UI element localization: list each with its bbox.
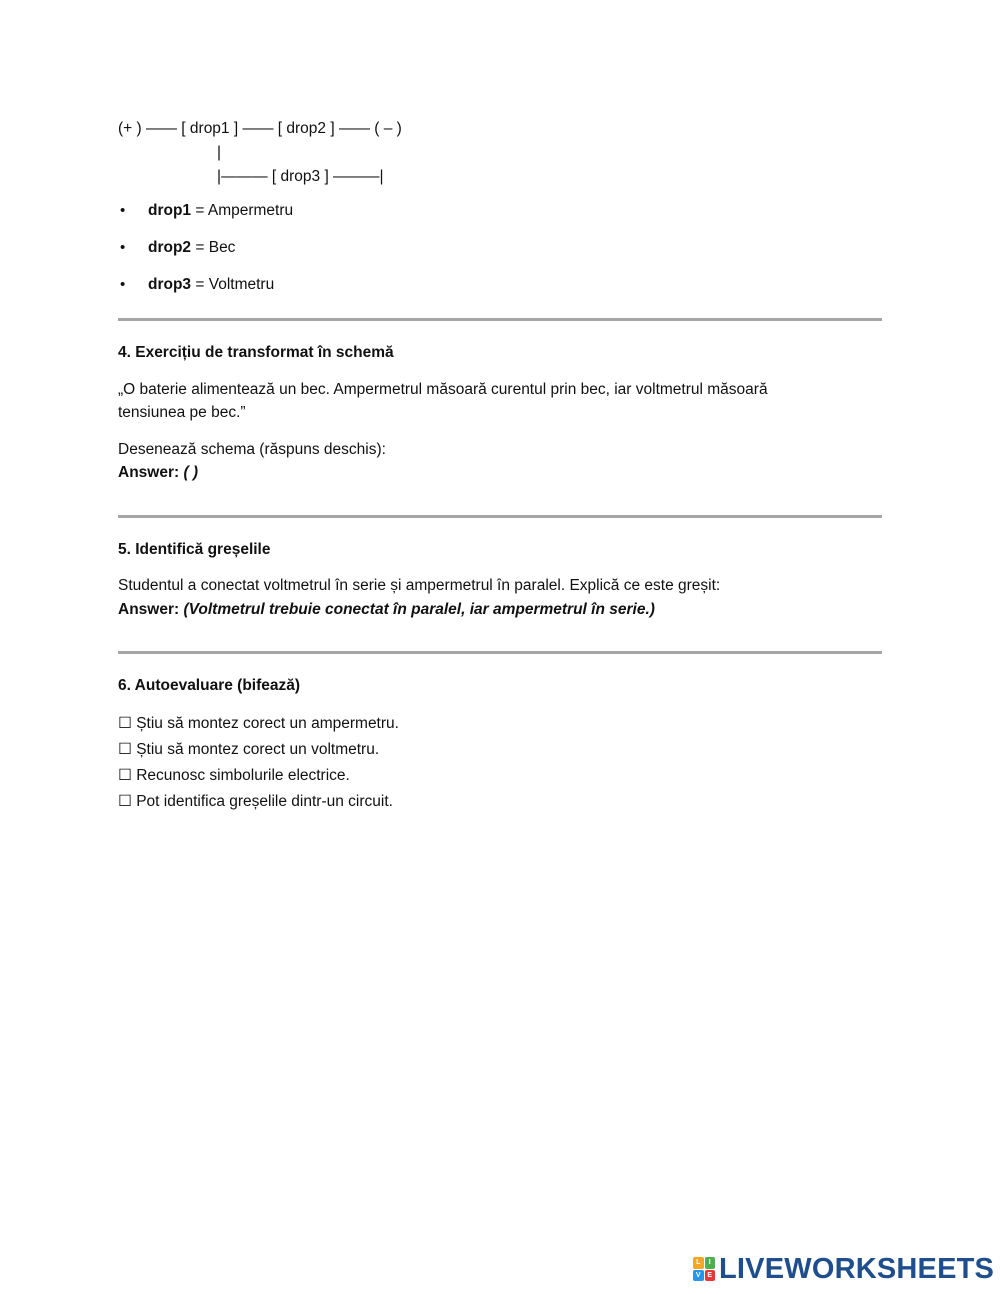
section-4-title: 4. Exercițiu de transformat în schemă	[118, 344, 394, 361]
divider	[118, 515, 882, 518]
circuit-line-3: |——— [ drop3 ] ———|	[118, 168, 384, 185]
section-5-answer	[118, 598, 882, 622]
checklist-item[interactable]: ☐ Știu să montez corect un voltmetru.	[118, 740, 380, 758]
checklist-item[interactable]: ☐ Pot identifica greșelile dintr-un circuit.	[118, 792, 393, 810]
checklist-item[interactable]: ☐ Recunosc simbolurile electrice.	[118, 766, 350, 784]
section-5-prompt: Studentul a conectat voltmetrul în serie și ampermetrul în paralel. Explică ce este greșit:	[118, 577, 721, 594]
list-item	[148, 199, 882, 236]
worksheet-page	[118, 117, 882, 816]
legend-list	[118, 199, 882, 310]
section-4-quote: „O baterie alimentează un bec. Ampermetrul măsoară curentul prin bec, iar voltmetrul măsoară tensiunea pe bec.”	[118, 380, 768, 421]
logo-mark-tile: E	[705, 1270, 716, 1282]
answer-field[interactable]: ( )	[183, 464, 199, 481]
list-item	[148, 236, 882, 273]
legend-value: = Bec	[191, 239, 236, 256]
logo-mark-tile: I	[705, 1257, 716, 1269]
section-6-title: 6. Autoevaluare (bifează)	[118, 677, 301, 694]
divider	[118, 651, 882, 654]
circuit-line-2: |	[118, 144, 222, 161]
logo-mark-tile: V	[693, 1270, 704, 1282]
logo-text: LIVEWORKSHEETS	[719, 1252, 995, 1285]
liveworksheets-logo	[693, 1253, 994, 1285]
circuit-diagram	[118, 117, 882, 189]
section-4-prompt: Desenează schema (răspuns deschis):	[118, 440, 386, 458]
legend-value: = Voltmetru	[191, 276, 275, 293]
logo-mark-tile: L	[693, 1257, 704, 1269]
answer-field[interactable]: (Voltmetrul trebuie conectat în paralel, iar ampermetrul în serie.)	[183, 600, 655, 618]
self-evaluation-checklist	[118, 712, 882, 816]
legend-term: drop1	[148, 202, 192, 219]
logo-mark-icon	[693, 1257, 715, 1281]
legend-term: drop3	[148, 276, 192, 293]
list-item	[148, 273, 882, 310]
divider	[118, 318, 882, 321]
legend-value: = Ampermetru	[191, 202, 294, 219]
circuit-line-1: (+ ) —— [ drop1 ] —— [ drop2 ] —— ( – )	[118, 120, 402, 137]
answer-label: Answer:	[118, 600, 180, 618]
legend-term: drop2	[148, 239, 192, 256]
checklist-item[interactable]: ☐ Știu să montez corect un ampermetru.	[118, 714, 399, 732]
answer-label: Answer:	[118, 464, 180, 481]
section-5-title: 5. Identifică greșelile	[118, 540, 271, 558]
section-4-answer	[118, 461, 882, 485]
